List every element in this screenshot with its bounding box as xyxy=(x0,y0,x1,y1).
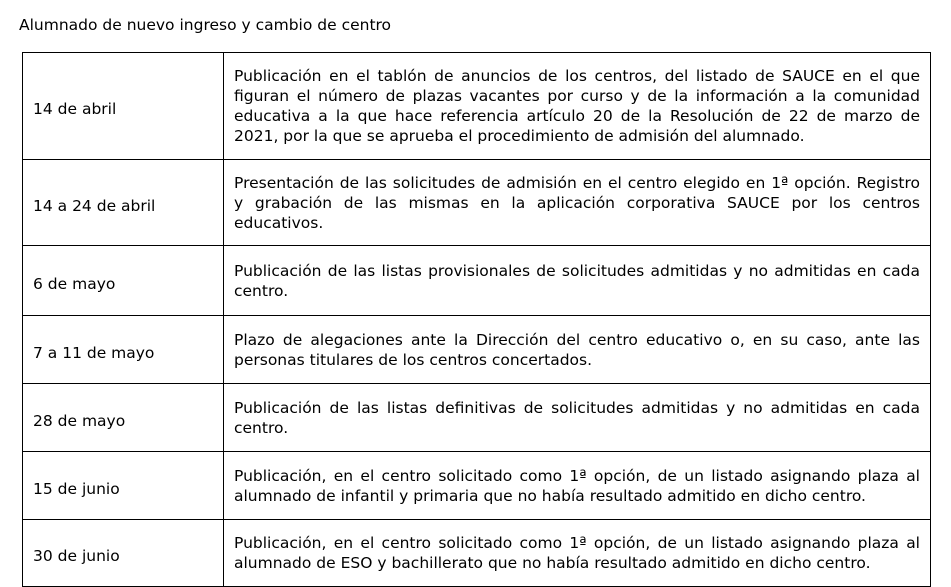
table-row xyxy=(23,316,931,384)
section-heading: Alumnado de nuevo ingreso y cambio de centro xyxy=(19,16,392,34)
date-cell: 7 a 11 de mayo xyxy=(23,316,224,384)
description-cell: Publicación de las listas definitivas de solicitudes admitidas y no admitidas en cada centro. xyxy=(224,384,931,452)
date-cell: 30 de junio xyxy=(23,520,224,587)
date-cell: 6 de mayo xyxy=(23,246,224,316)
description-cell: Publicación en el tablón de anuncios de los centros, del listado de SAUCE en el que figuran el número de plazas vacantes por curso y de la información a la comunidad educativa a la que hace referencia artículo 20 de la Resolución de 22 de marzo de 2021, por la que se aprueba el procedimiento de admisión del alumnado. xyxy=(224,53,931,160)
admission-schedule-table xyxy=(22,52,931,587)
table-row xyxy=(23,246,931,316)
table-row xyxy=(23,160,931,246)
description-cell: Publicación, en el centro solicitado como 1ª opción, de un listado asignando plaza al alumnado de infantil y primaria que no había resultado admitido en dicho centro. xyxy=(224,452,931,520)
date-cell: 14 de abril xyxy=(23,53,224,160)
date-cell: 28 de mayo xyxy=(23,384,224,452)
description-cell: Publicación, en el centro solicitado como 1ª opción, de un listado asignando plaza al alumnado de ESO y bachillerato que no había resultado admitido en dicho centro. xyxy=(224,520,931,587)
description-cell: Presentación de las solicitudes de admisión en el centro elegido en 1ª opción. Registro y grabación de las mismas en la aplicación corporativa SAUCE por los centros educativos. xyxy=(224,160,931,246)
date-cell: 15 de junio xyxy=(23,452,224,520)
table-row xyxy=(23,520,931,587)
table-row xyxy=(23,53,931,160)
description-cell: Publicación de las listas provisionales de solicitudes admitidas y no admitidas en cada centro. xyxy=(224,246,931,316)
date-cell: 14 a 24 de abril xyxy=(23,160,224,246)
table-row xyxy=(23,384,931,452)
description-cell: Plazo de alegaciones ante la Dirección del centro educativo o, en su caso, ante las personas titulares de los centros concertados. xyxy=(224,316,931,384)
table-row xyxy=(23,452,931,520)
